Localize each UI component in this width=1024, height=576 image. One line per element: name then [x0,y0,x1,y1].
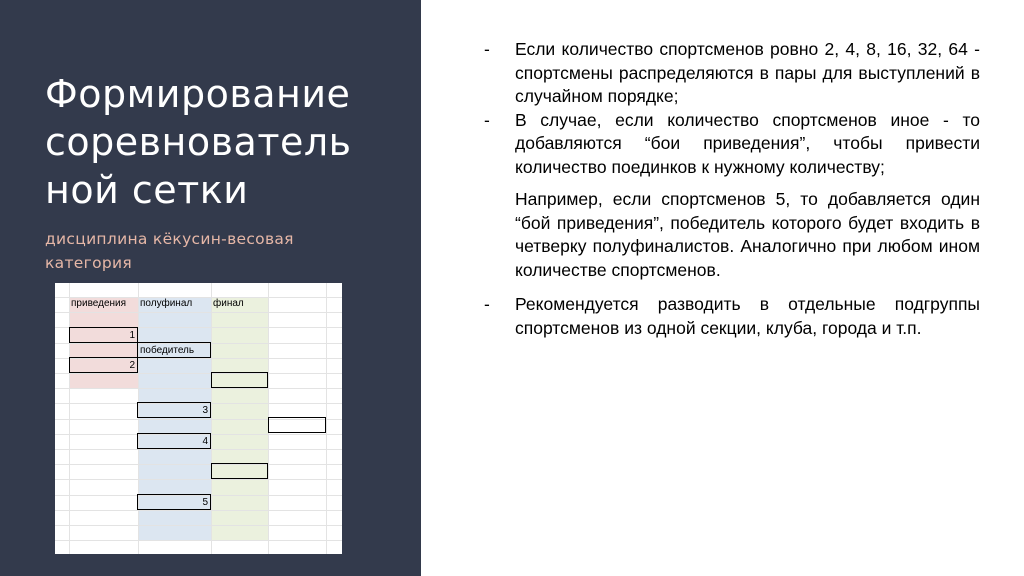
semifinal-slot-5 [137,494,211,510]
slot-number: 3 [202,405,208,416]
bullet-marker: - [484,109,490,130]
slide-content [484,38,980,340]
bullet-marker: - [484,39,490,59]
grid-line [55,373,342,374]
bullet-text: В случае, если количество спортсменов иное - то добавляются “бои приведения”, чтобы привести количество поединков к нужному количеству; [515,109,980,177]
slot-number: 1 [129,330,135,341]
bullet-text: Рекомендуется разводить в отдельные подгруппы спортсменов из одной секции, клуба, города и т.п. [515,294,980,338]
grid-line [55,388,342,389]
slot-number: 5 [202,497,208,508]
slot-number: 2 [129,360,135,371]
champion-slot [268,417,326,433]
bullet-item [484,293,980,340]
bullet-text: Если количество спортсменов ровно 2, 4, 8, 16, 32, 64 - спортсмены распределяются в пары для выступлений в случайном порядке; [515,39,980,106]
bullet-item [484,109,980,180]
bullet-item [484,38,980,109]
semifinal-slot-3 [137,402,211,418]
grid-line [55,464,342,465]
grid-line [55,510,342,511]
grid-line [211,283,212,554]
grid-line [326,283,327,554]
grid-line [69,283,70,554]
example-paragraph: Например, если спортсменов 5, то добавляется один “бой приведения”, победитель которого будет входить в четверку полуфиналистов. Аналогично при любом ином количестве спортсменов. [515,189,980,280]
header-semifinal: полуфинал [140,298,193,309]
bullet-marker: - [484,294,490,314]
final-slot-top [211,372,268,388]
grid-line [138,283,139,554]
semifinal-winner-slot [137,342,211,358]
header-preliminary: приведения [71,298,127,309]
grid-line [55,449,342,450]
semifinal-slot-4 [137,433,211,449]
grid-line [55,479,342,480]
slide-subtitle: дисциплина кёкусин-весовая категория [45,230,294,272]
grid-line [55,525,342,526]
final-slot-bottom [211,463,268,479]
header-final: финал [213,298,244,309]
slot-number: 4 [202,436,208,447]
preliminary-slot-1 [69,327,138,343]
title-panel [0,0,421,576]
bracket-diagram [55,283,342,554]
grid-line [55,312,342,313]
slide-title: Формирование соревнователь ной сетки [45,72,352,212]
winner-label: победитель [140,345,195,356]
preliminary-slot-2 [69,357,138,373]
grid-line [55,540,342,541]
